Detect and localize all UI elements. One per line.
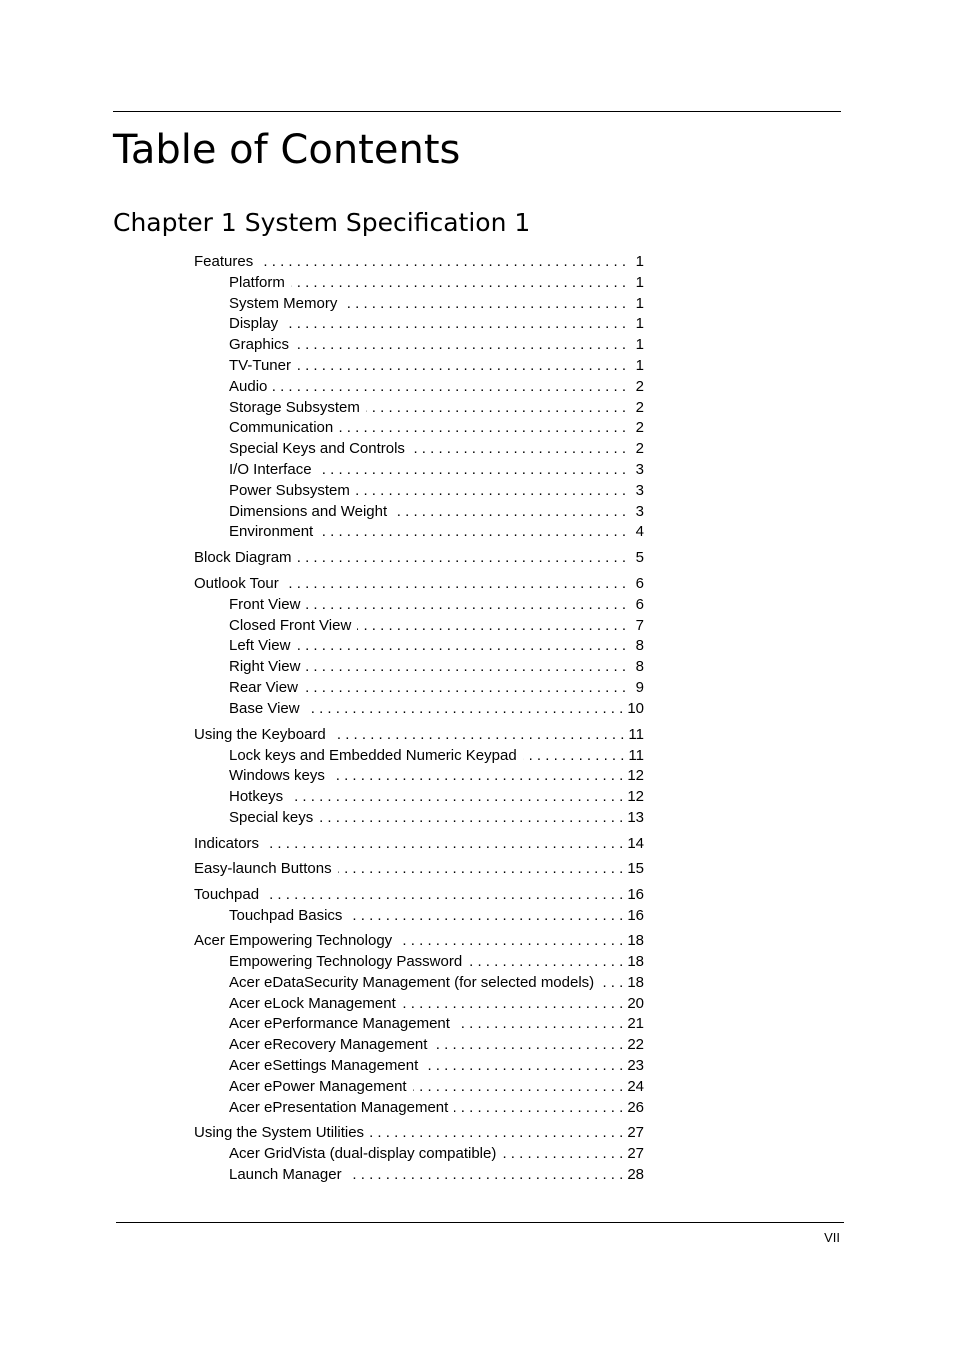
toc-dot-leader: [306, 595, 626, 615]
toc-entry: [229, 657, 644, 677]
toc-dot-leader: [265, 834, 623, 854]
toc-entry-title: Acer eSettings Management: [229, 1057, 419, 1074]
toc-entry-title: Audio: [229, 378, 268, 395]
toc-entry-title: Acer Empowering Technology: [194, 932, 393, 949]
toc-entry-title: Lock keys and Embedded Numeric Keypad: [229, 747, 517, 764]
toc-entry-page: 5: [635, 549, 644, 566]
toc-entry: [229, 952, 644, 972]
toc-entry-title: Base View: [229, 700, 300, 717]
toc-entry: [229, 1056, 644, 1076]
toc-entry-page: 16: [627, 886, 644, 903]
toc-entry: [229, 1165, 644, 1185]
toc-entry-title: Empowering Technology Password: [229, 953, 463, 970]
toc-entry-title: Acer eLock Management: [229, 995, 396, 1012]
toc-entry-title: Using the System Utilities: [194, 1124, 365, 1141]
toc-entry: [229, 808, 644, 828]
toc-dot-leader: [319, 522, 626, 542]
toc-entry-page: 4: [635, 523, 644, 540]
toc-entry-title: Communication: [229, 419, 334, 436]
toc-dot-leader: [356, 481, 626, 501]
toc-dot-leader: [273, 377, 626, 397]
toc-entry: [229, 746, 644, 766]
toc-entry: [194, 931, 644, 951]
toc-dot-leader: [393, 502, 626, 522]
toc-entry-page: 27: [627, 1145, 644, 1162]
toc-entry-page: 2: [635, 440, 644, 457]
toc-entry-page: 7: [635, 617, 644, 634]
toc-entry: [229, 294, 644, 314]
toc-entry: [229, 595, 644, 615]
toc-entry-page: 12: [627, 767, 644, 784]
toc-entry-title: Display: [229, 315, 279, 332]
toc-entry-title: Left View: [229, 637, 291, 654]
toc-dot-leader: [456, 1014, 623, 1034]
toc-entry: [229, 273, 644, 293]
toc-entry-title: Acer GridVista (dual-display compatible): [229, 1145, 497, 1162]
toc-dot-leader: [332, 725, 625, 745]
toc-entry: [229, 398, 644, 418]
toc-dot-leader: [338, 859, 624, 879]
toc-entry-title: Acer ePresentation Management: [229, 1099, 449, 1116]
toc-entry-page: 1: [635, 295, 644, 312]
toc-entry-page: 27: [627, 1124, 644, 1141]
toc-entry-page: 24: [627, 1078, 644, 1095]
toc-entry: [229, 1035, 644, 1055]
toc-entry-page: 11: [628, 747, 644, 764]
toc-entry: [229, 636, 644, 656]
toc-entry-title: Acer ePower Management: [229, 1078, 407, 1095]
toc-entry: [229, 335, 644, 355]
footer-page-number: VII: [824, 1230, 840, 1245]
toc-entry-page: 8: [635, 658, 644, 675]
toc-entry-title: Closed Front View: [229, 617, 352, 634]
toc-entry: [229, 1144, 644, 1164]
toc-entry-page: 3: [635, 503, 644, 520]
toc-entry: [194, 725, 644, 745]
toc-entry: [229, 1098, 644, 1118]
toc-entry-title: TV-Tuner: [229, 357, 291, 374]
toc-entry-title: Platform: [229, 274, 285, 291]
toc-entry-title: Special keys: [229, 809, 314, 826]
toc-entry-title: Front View: [229, 596, 301, 613]
toc-dot-leader: [304, 678, 626, 698]
toc-dot-leader: [523, 746, 625, 766]
toc-entry-page: 10: [627, 700, 644, 717]
toc-entry-page: 11: [628, 726, 644, 743]
toc-entry-title: Touchpad: [194, 886, 260, 903]
toc-dot-leader: [402, 994, 624, 1014]
toc-dot-leader: [285, 574, 626, 594]
toc-dot-leader: [297, 356, 626, 376]
toc-entry-page: 18: [627, 953, 644, 970]
toc-dot-leader: [433, 1035, 623, 1055]
toc-entry-page: 3: [635, 482, 644, 499]
toc-entry-title: Outlook Tour: [194, 575, 279, 592]
toc-dot-leader: [411, 439, 626, 459]
toc-dot-leader: [331, 766, 623, 786]
toc-entry-title: Rear View: [229, 679, 298, 696]
toc-entry-page: 3: [635, 461, 644, 478]
toc-entry-page: 2: [635, 419, 644, 436]
toc-entry-title: Block Diagram: [194, 549, 292, 566]
toc-entry-page: 6: [635, 575, 644, 592]
toc-entry-title: Easy-launch Buttons: [194, 860, 332, 877]
chapter-heading: Chapter 1 System Specification 1: [113, 208, 531, 237]
toc-entry-title: Hotkeys: [229, 788, 284, 805]
toc-entry: [194, 859, 644, 879]
toc-entry: [229, 766, 644, 786]
toc-entry-title: Dimensions and Weight: [229, 503, 388, 520]
toc-entry-title: Environment: [229, 523, 314, 540]
toc-entry-title: Features: [194, 253, 254, 270]
toc-entry: [229, 460, 644, 480]
toc-entry: [194, 834, 644, 854]
toc-entry: [194, 574, 644, 594]
toc-entry: [229, 678, 644, 698]
toc-entry: [229, 1014, 644, 1034]
toc-entry-title: I/O Interface: [229, 461, 312, 478]
toc-entry-page: 14: [627, 835, 644, 852]
toc-entry-page: 16: [627, 907, 644, 924]
toc-entry-title: Right View: [229, 658, 301, 675]
toc-entry: [229, 377, 644, 397]
toc-dot-leader: [296, 636, 626, 656]
toc-entry: [229, 1077, 644, 1097]
toc-entry-title: System Memory: [229, 295, 338, 312]
toc-entry-page: 15: [627, 860, 644, 877]
toc-entry-page: 21: [627, 1015, 644, 1032]
toc-entry: [229, 481, 644, 501]
toc-entry-page: 9: [635, 679, 644, 696]
toc-entry: [229, 787, 644, 807]
toc-entry: [229, 522, 644, 542]
toc-dot-leader: [366, 398, 626, 418]
toc-entry-title: Acer eRecovery Management: [229, 1036, 428, 1053]
toc-entry-page: 23: [627, 1057, 644, 1074]
toc-entry: [194, 252, 644, 272]
toc-dot-leader: [348, 906, 623, 926]
toc-entry-page: 2: [635, 399, 644, 416]
toc-dot-leader: [454, 1098, 623, 1118]
toc-dot-leader: [259, 252, 626, 272]
toc-entry-title: Acer eDataSecurity Management (for selected models): [229, 974, 595, 991]
toc-dot-leader: [357, 616, 626, 636]
toc-dot-leader: [289, 787, 623, 807]
toc-entry-page: 20: [627, 995, 644, 1012]
toc-entry-title: Storage Subsystem: [229, 399, 360, 416]
toc-entry: [229, 418, 644, 438]
toc-dot-leader: [298, 548, 626, 568]
page-title: Table of Contents: [113, 127, 461, 173]
toc-entry: [229, 994, 644, 1014]
toc-entry-page: 2: [635, 378, 644, 395]
toc-entry-page: 1: [635, 253, 644, 270]
toc-entry-page: 26: [627, 1099, 644, 1116]
toc-entry-page: 18: [627, 932, 644, 949]
toc-entry: [229, 699, 644, 719]
toc-dot-leader: [319, 808, 623, 828]
toc-entry: [194, 1123, 644, 1143]
toc-entry-title: Touchpad Basics: [229, 907, 343, 924]
toc-entry-title: Launch Manager: [229, 1166, 342, 1183]
bottom-rule: [116, 1222, 844, 1223]
toc-dot-leader: [370, 1123, 623, 1143]
toc-entry: [229, 439, 644, 459]
toc-entry-page: 8: [635, 637, 644, 654]
toc-entry-title: Graphics: [229, 336, 290, 353]
toc-dot-leader: [343, 294, 626, 314]
toc-dot-leader: [306, 699, 624, 719]
toc-entry-page: 1: [635, 315, 644, 332]
toc-entry-title: Using the Keyboard: [194, 726, 326, 743]
toc-dot-leader: [295, 335, 626, 355]
toc-dot-leader: [348, 1165, 624, 1185]
toc-dot-leader: [339, 418, 626, 438]
toc-entry-title: Acer ePerformance Management: [229, 1015, 450, 1032]
toc-entry: [229, 973, 644, 993]
toc-dot-leader: [306, 657, 626, 677]
toc-entry-page: 13: [627, 809, 644, 826]
toc-dot-leader: [600, 973, 623, 993]
toc-entry-page: 12: [627, 788, 644, 805]
toc-entry-page: 18: [627, 974, 644, 991]
toc-entry-title: Power Subsystem: [229, 482, 350, 499]
toc-entry: [194, 885, 644, 905]
toc-entry-page: 6: [635, 596, 644, 613]
toc-entry-title: Special Keys and Controls: [229, 440, 405, 457]
toc-entry-page: 1: [635, 357, 644, 374]
toc-entry: [229, 502, 644, 522]
toc-dot-leader: [265, 885, 623, 905]
toc-entry: [229, 616, 644, 636]
toc-entry-page: 22: [627, 1036, 644, 1053]
toc-entry: [229, 906, 644, 926]
toc-dot-leader: [398, 931, 623, 951]
toc-entry: [229, 314, 644, 334]
toc-entry-page: 1: [635, 336, 644, 353]
toc-entry-page: 28: [627, 1166, 644, 1183]
toc-entry-page: 1: [635, 274, 644, 291]
toc-dot-leader: [413, 1077, 624, 1097]
toc-dot-leader: [424, 1056, 623, 1076]
toc-entry-title: Windows keys: [229, 767, 325, 784]
toc-dot-leader: [468, 952, 623, 972]
toc-dot-leader: [291, 273, 626, 293]
toc-dot-leader: [318, 460, 626, 480]
toc-entry-title: Indicators: [194, 835, 260, 852]
toc-dot-leader: [284, 314, 626, 334]
toc-dot-leader: [502, 1144, 623, 1164]
toc-entry: [229, 356, 644, 376]
toc-entry: [194, 548, 644, 568]
